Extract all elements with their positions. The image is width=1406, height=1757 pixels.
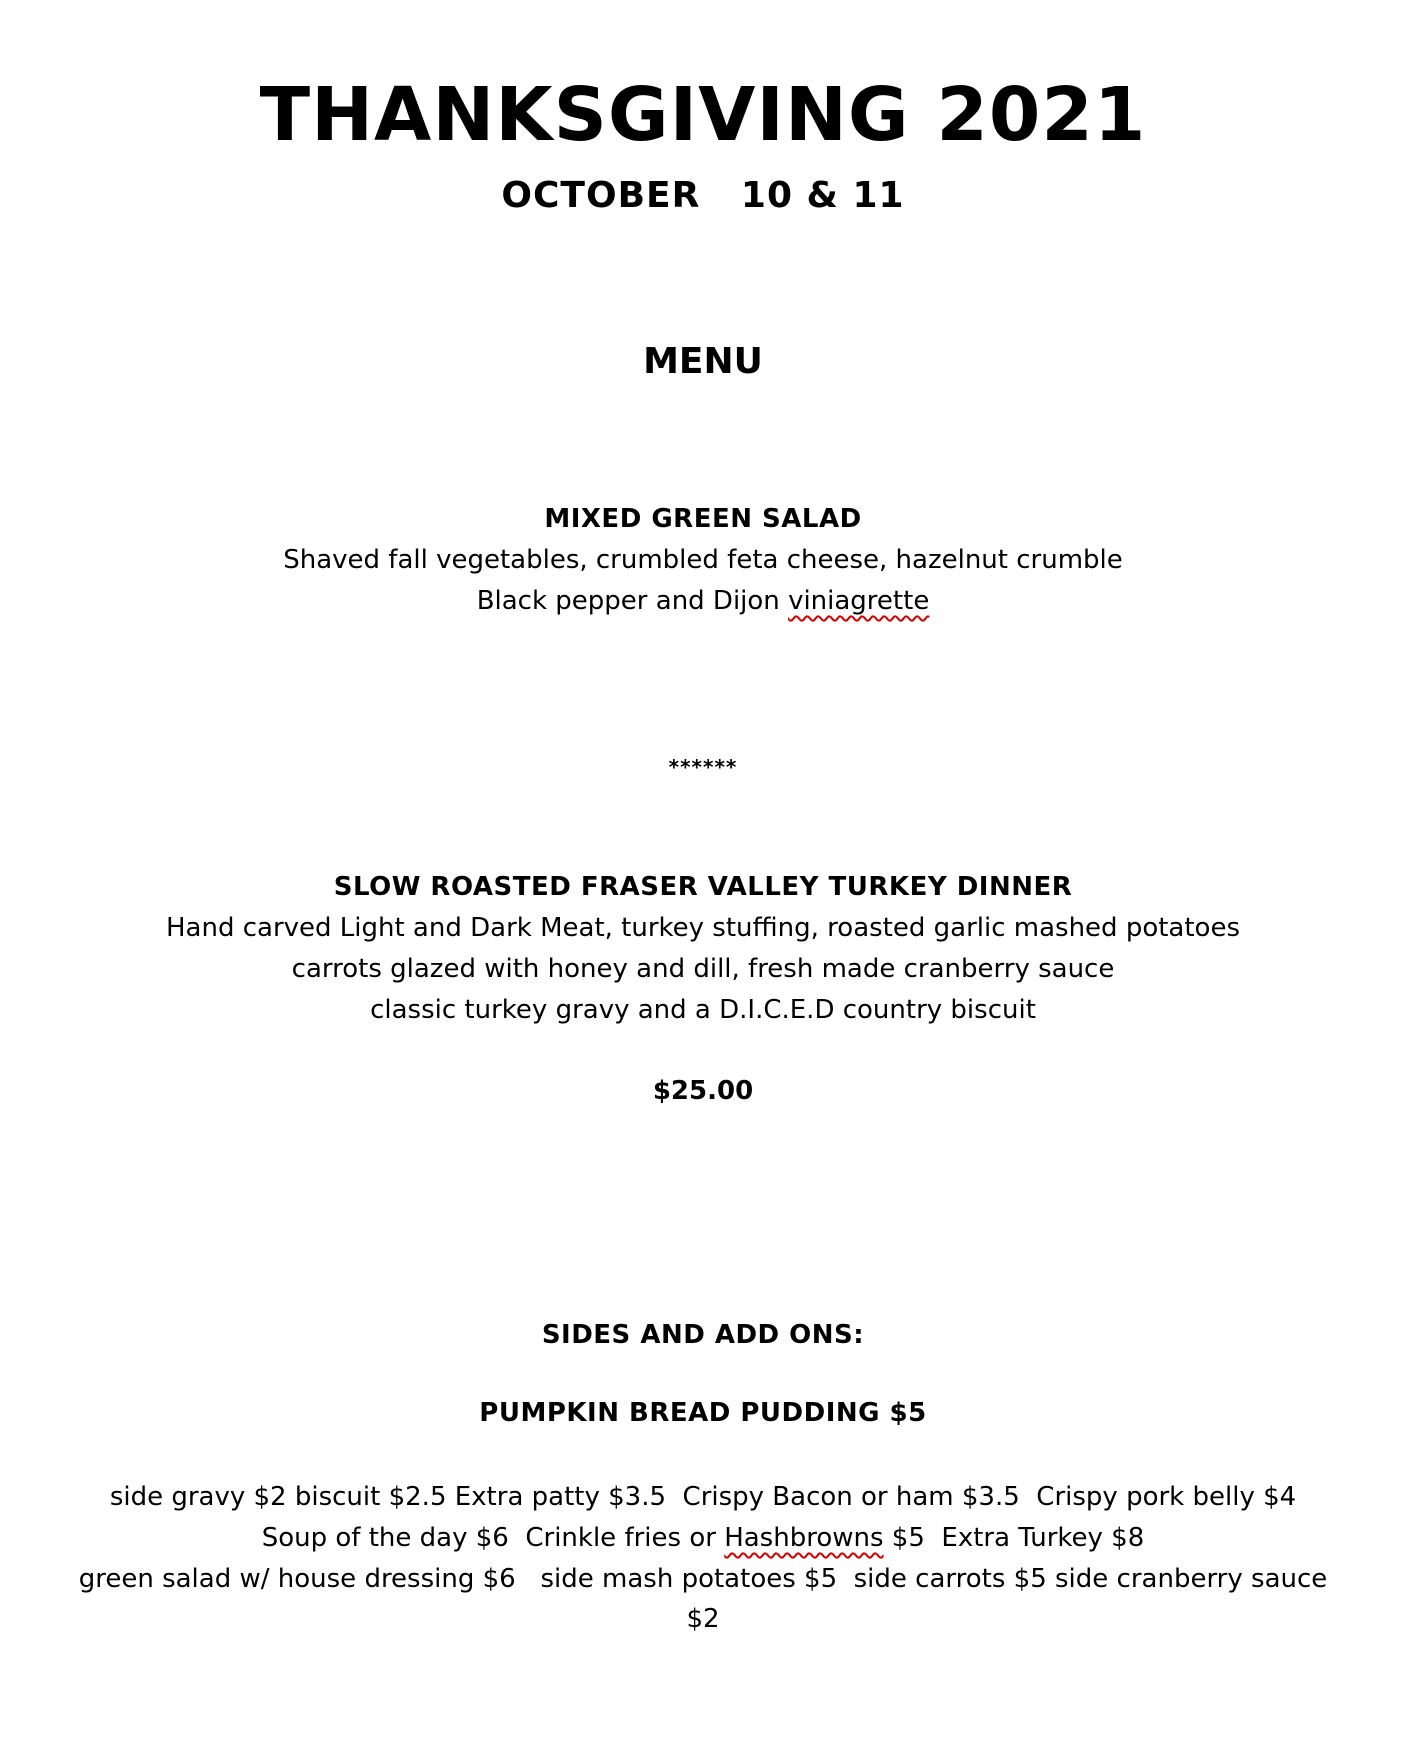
dinner-description-line1: Hand carved Light and Dark Meat, turkey stuffing, roasted garlic mashed potatoes bbox=[165, 913, 1240, 943]
spellcheck-flagged-word: Hashbrowns bbox=[724, 1523, 884, 1553]
sides-line1: side gravy $2 biscuit $2.5 Extra patty $3.5 Crispy Bacon or ham $3.5 Crispy pork belly $4 bbox=[109, 1482, 1297, 1512]
sides-line2-prefix: Soup of the day $6 Crinkle fries or bbox=[261, 1523, 725, 1553]
salad-title: MIXED GREEN SALAD bbox=[544, 504, 862, 534]
menu-heading: MENU bbox=[643, 341, 763, 382]
dinner-description-line2: carrots glazed with honey and dill, fresh made cranberry sauce bbox=[291, 954, 1115, 984]
salad-description-line2 bbox=[0, 588, 1406, 614]
spellcheck-flagged-word: viniagrette bbox=[788, 586, 930, 616]
sides-line2 bbox=[0, 1525, 1406, 1551]
dinner-title: SLOW ROASTED FRASER VALLEY TURKEY DINNER bbox=[333, 872, 1073, 902]
dinner-description-line3: classic turkey gravy and a D.I.C.E.D country biscuit bbox=[370, 995, 1036, 1025]
sides-line3: green salad w/ house dressing $6 side mash potatoes $5 side carrots $5 side cranberry sauce bbox=[78, 1564, 1328, 1594]
event-dates: OCTOBER 10 & 11 bbox=[501, 175, 905, 216]
dessert-item: PUMPKIN BREAD PUDDING $5 bbox=[479, 1398, 927, 1428]
salad-description-line2-text: Black pepper and Dijon bbox=[476, 586, 789, 616]
sides-line4: $2 bbox=[686, 1604, 720, 1634]
salad-description-line1: Shaved fall vegetables, crumbled feta cheese, hazelnut crumble bbox=[283, 545, 1123, 575]
page-title: THANKSGIVING 2021 bbox=[259, 72, 1147, 158]
section-separator: ****** bbox=[668, 755, 738, 779]
sides-heading: SIDES AND ADD ONS: bbox=[541, 1320, 865, 1350]
sides-line2-suffix: $5 Extra Turkey $8 bbox=[883, 1523, 1145, 1553]
dinner-price: $25.00 bbox=[652, 1076, 754, 1106]
